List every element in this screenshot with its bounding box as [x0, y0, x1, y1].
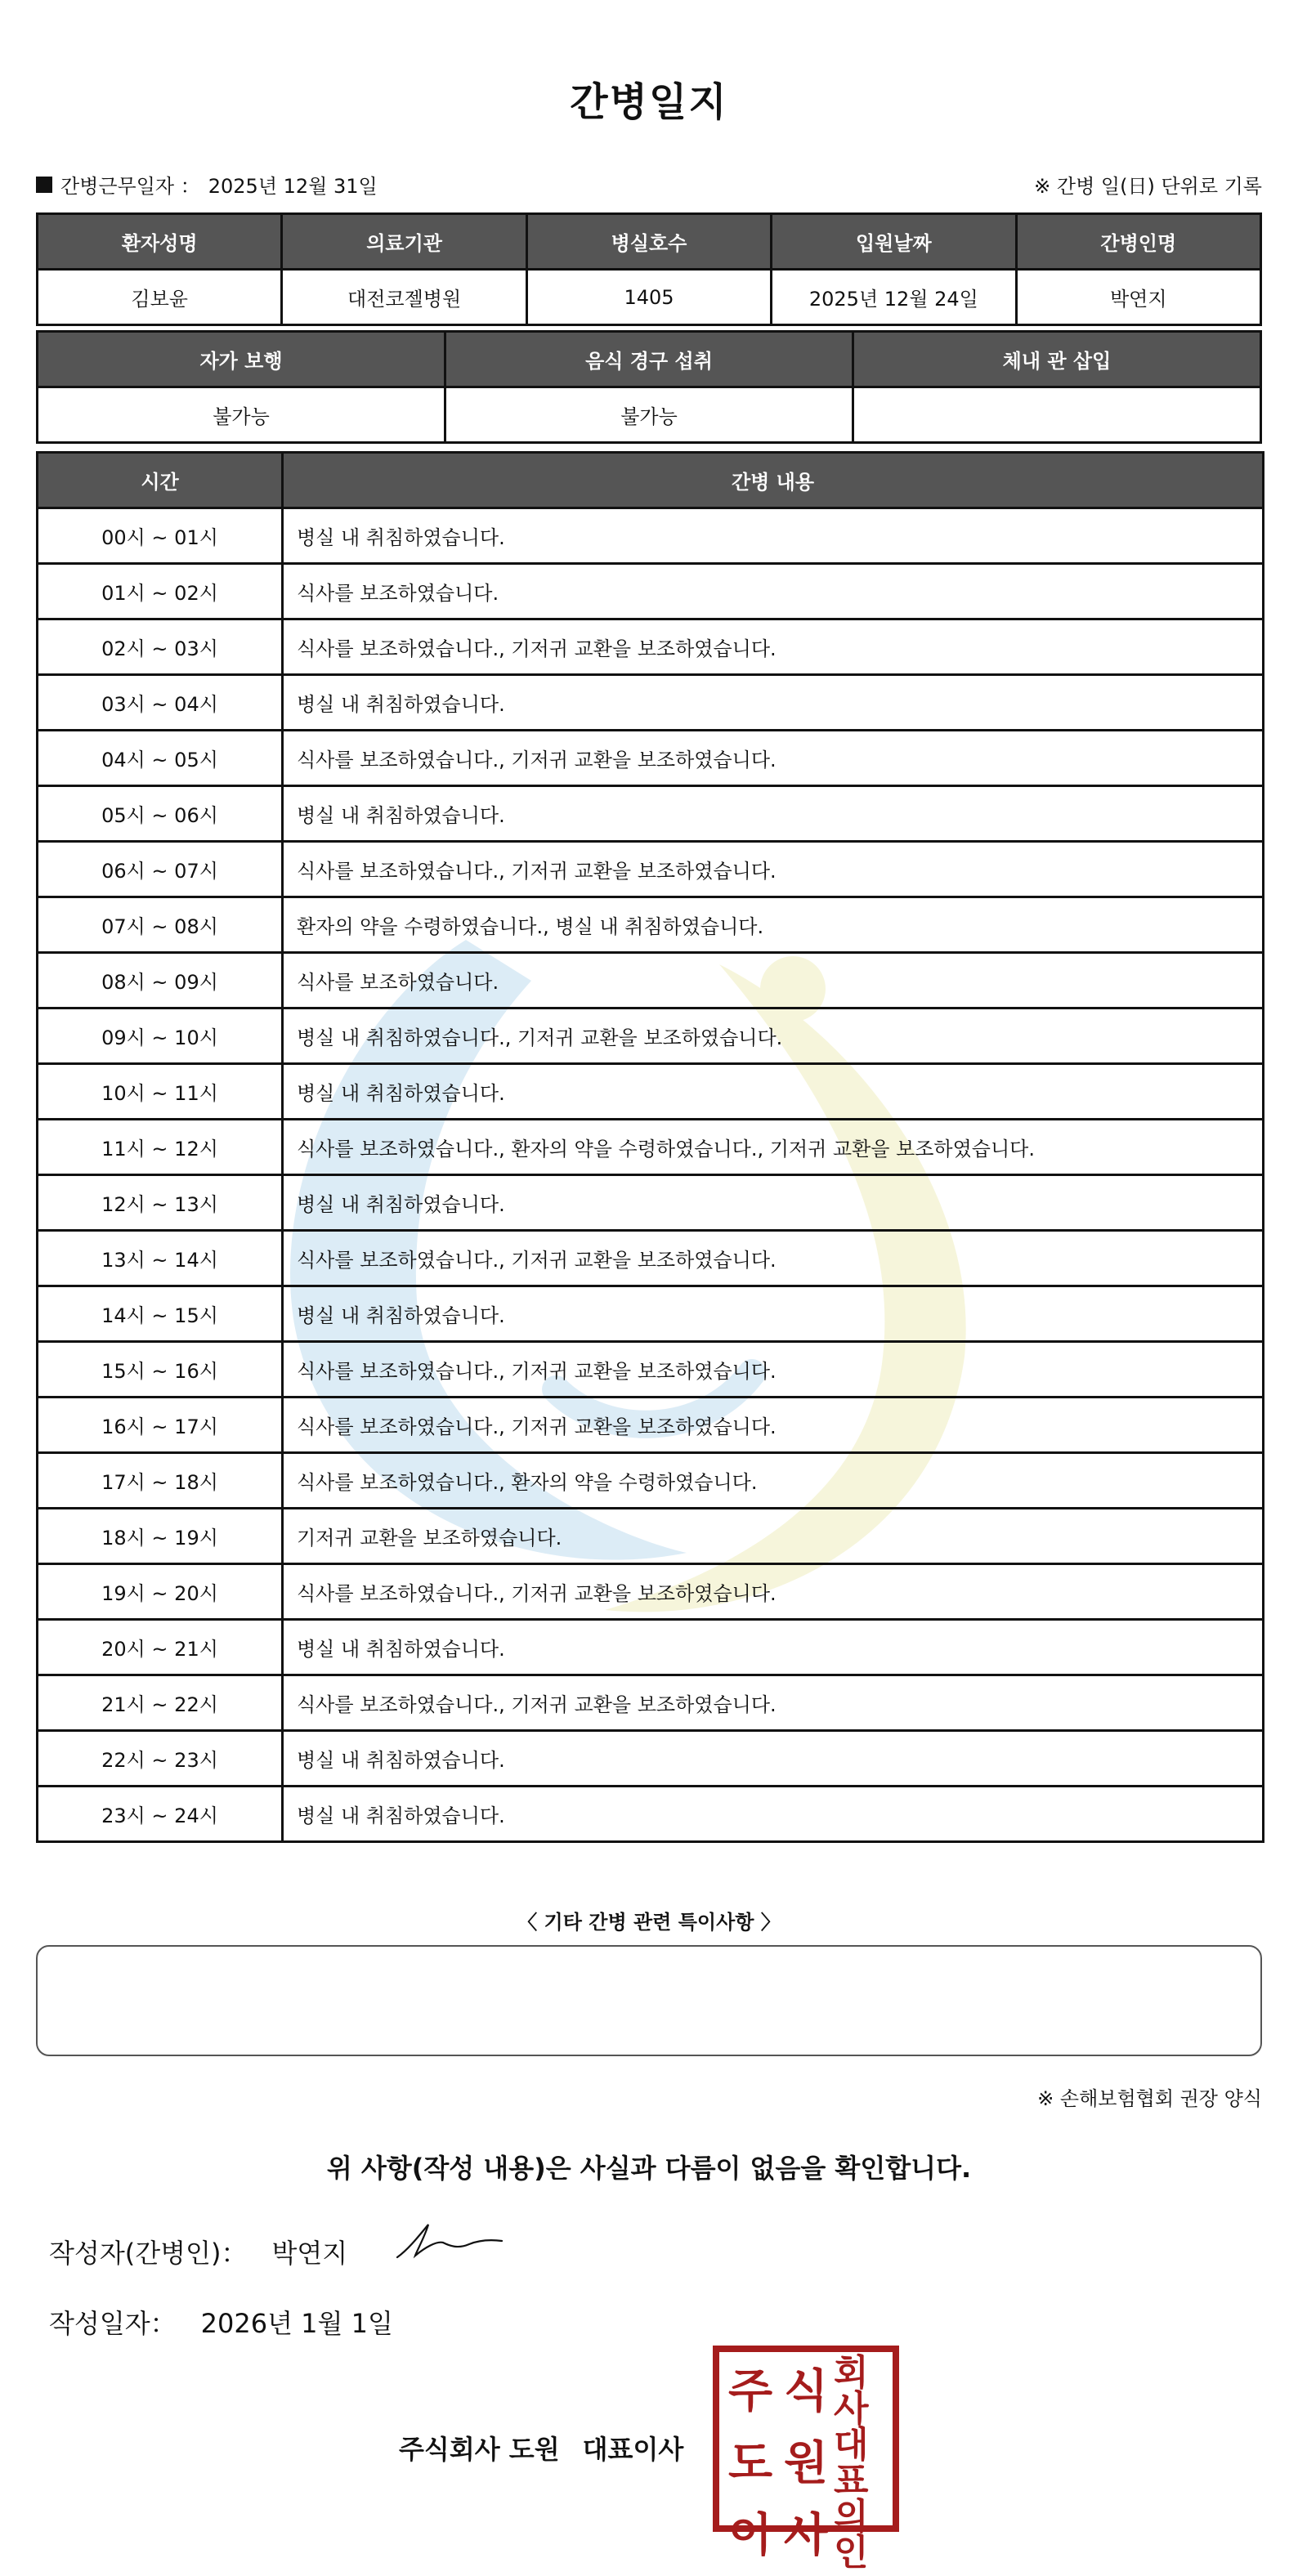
seal-char: 의인: [834, 2496, 869, 2574]
log-time: 03시 ~ 04시: [38, 675, 283, 731]
log-content: 병실 내 취침하였습니다.: [283, 1620, 1264, 1675]
written-date-label: 작성일자：: [49, 2308, 177, 2339]
table-row: [38, 564, 1264, 619]
log-time: 17시 ~ 18시: [38, 1453, 283, 1509]
table-row: [38, 1064, 1264, 1120]
log-time: 14시 ~ 15시: [38, 1286, 283, 1342]
table-row: [38, 1675, 1264, 1731]
patient-table-value-row: [38, 270, 1261, 325]
log-time: 13시 ~ 14시: [38, 1231, 283, 1286]
company-seal: [713, 2346, 899, 2574]
document-title: 간병일지: [570, 79, 728, 125]
log-time: 05시 ~ 06시: [38, 786, 283, 842]
table-row: [38, 897, 1264, 953]
log-content: 병실 내 취침하였습니다.: [283, 1286, 1264, 1342]
log-time: 00시 ~ 01시: [38, 508, 283, 564]
admission-date: 2025년 12월 24일: [772, 270, 1016, 325]
table-row: [38, 953, 1264, 1008]
work-date-value: 2025년 12월 31일: [208, 175, 378, 198]
log-time: 15시 ~ 16시: [38, 1342, 283, 1398]
log-time: 08시 ~ 09시: [38, 953, 283, 1008]
log-content: 병실 내 취침하였습니다.: [283, 508, 1264, 564]
log-time: 16시 ~ 17시: [38, 1398, 283, 1453]
patient-name: 김보윤: [38, 270, 282, 325]
log-content: 병실 내 취침하였습니다.: [283, 1175, 1264, 1231]
log-time: 21시 ~ 22시: [38, 1675, 283, 1731]
table-row: [38, 1286, 1264, 1342]
header-self-walking: 자가 보행: [38, 332, 445, 387]
work-date: [36, 170, 378, 199]
status-table-header-row: [38, 332, 1261, 387]
written-date-value: 2026년 1월 1일: [200, 2308, 393, 2339]
header-time: 시간: [38, 453, 283, 508]
log-content: 병실 내 취침하였습니다.: [283, 1787, 1264, 1842]
log-time: 20시 ~ 21시: [38, 1620, 283, 1675]
handwritten-signature: [392, 2216, 507, 2265]
patient-status-table: [36, 330, 1262, 444]
seal-char: 이: [727, 2508, 773, 2562]
table-row: [38, 1008, 1264, 1064]
log-time: 11시 ~ 12시: [38, 1120, 283, 1175]
seal-char: 주: [727, 2364, 773, 2418]
room-number: 1405: [526, 270, 771, 325]
table-row: [38, 1564, 1264, 1620]
log-time: 22시 ~ 23시: [38, 1731, 283, 1787]
remarks-box: [36, 1945, 1262, 2056]
log-content: 기저귀 교환을 보조하였습니다.: [283, 1509, 1264, 1564]
header-tube-insertion: 체내 관 삽입: [853, 332, 1261, 387]
company-title: 대표이사: [582, 2434, 684, 2465]
self-walking-value: 불가능: [38, 387, 445, 443]
header-room-number: 병실호수: [526, 214, 771, 270]
log-content: 식사를 보조하였습니다., 기저귀 교환을 보조하였습니다.: [283, 731, 1264, 786]
log-content: 식사를 보조하였습니다., 기저귀 교환을 보조하였습니다.: [283, 1342, 1264, 1398]
signature-stroke: [397, 2225, 502, 2257]
hospital-name: 대전코젤병원: [282, 270, 526, 325]
seal-char: 대표: [834, 2424, 869, 2502]
log-content: 식사를 보조하였습니다., 기저귀 교환을 보조하였습니다.: [283, 1398, 1264, 1453]
patient-table-header-row: [38, 214, 1261, 270]
log-content: 식사를 보조하였습니다.: [283, 953, 1264, 1008]
table-row: [38, 675, 1264, 731]
table-row: [38, 1620, 1264, 1675]
patient-info-table: [36, 212, 1262, 326]
log-time: 02시 ~ 03시: [38, 619, 283, 675]
log-content: 병실 내 취침하였습니다.: [283, 786, 1264, 842]
tube-insertion-value: [853, 387, 1261, 443]
status-table-value-row: [38, 387, 1261, 443]
work-date-label: 간병근무일자 ：: [60, 175, 200, 198]
log-content: 식사를 보조하였습니다., 환자의 약을 수령하였습니다.: [283, 1453, 1264, 1509]
log-content: 식사를 보조하였습니다., 환자의 약을 수령하였습니다., 기저귀 교환을 보조하였습니다.: [283, 1120, 1264, 1175]
care-log-table: [36, 451, 1264, 1843]
log-time: 06시 ~ 07시: [38, 842, 283, 897]
log-time: 04시 ~ 05시: [38, 731, 283, 786]
log-time: 09시 ~ 10시: [38, 1008, 283, 1064]
table-row: [38, 1342, 1264, 1398]
log-content: 식사를 보조하였습니다., 기저귀 교환을 보조하였습니다.: [283, 1564, 1264, 1620]
log-content: 병실 내 취침하였습니다.: [283, 675, 1264, 731]
company-name: 주식회사 도원: [399, 2434, 560, 2465]
table-row: [38, 1731, 1264, 1787]
log-content: 식사를 보조하였습니다., 기저귀 교환을 보조하였습니다.: [283, 1675, 1264, 1731]
written-date-line: [49, 2303, 393, 2341]
header-admission-date: 입원날짜: [772, 214, 1016, 270]
recommend-note: ※ 손해보험협회 권장 양식: [1037, 2087, 1262, 2110]
log-content: 식사를 보조하였습니다.: [283, 564, 1264, 619]
table-row: [38, 1120, 1264, 1175]
table-row: [38, 1787, 1264, 1842]
table-row: [38, 842, 1264, 897]
caregiver-name: 박연지: [1016, 270, 1260, 325]
log-content: 식사를 보조하였습니다., 기저귀 교환을 보조하였습니다.: [283, 619, 1264, 675]
table-row: [38, 786, 1264, 842]
log-time: 10시 ~ 11시: [38, 1064, 283, 1120]
log-content: 식사를 보조하였습니다., 기저귀 교환을 보조하였습니다.: [283, 842, 1264, 897]
oral-intake-value: 불가능: [445, 387, 853, 443]
seal-char: 식: [783, 2364, 829, 2418]
confirm-statement: 위 사항(작성 내용)은 사실과 다름이 없음을 확인합니다.: [326, 2153, 972, 2184]
header-caregiver-name: 간병인명: [1016, 214, 1260, 270]
seal-char: 도: [727, 2436, 773, 2490]
log-time: 23시 ~ 24시: [38, 1787, 283, 1842]
seal-char: 회사: [834, 2352, 869, 2430]
log-time: 18시 ~ 19시: [38, 1509, 283, 1564]
company-line: [399, 2429, 683, 2466]
log-table-body: [38, 508, 1264, 1842]
log-content: 병실 내 취침하였습니다.: [283, 1064, 1264, 1120]
header-patient-name: 환자성명: [38, 214, 282, 270]
writer-label: 작성자(간병인)：: [49, 2238, 248, 2269]
log-content: 환자의 약을 수령하였습니다., 병실 내 취침하였습니다.: [283, 897, 1264, 953]
log-content: 식사를 보조하였습니다., 기저귀 교환을 보조하였습니다.: [283, 1231, 1264, 1286]
record-note: ※ 간병 일(日) 단위로 기록: [1034, 175, 1262, 198]
table-row: [38, 1453, 1264, 1509]
table-row: [38, 1398, 1264, 1453]
log-time: 19시 ~ 20시: [38, 1564, 283, 1620]
table-row: [38, 1231, 1264, 1286]
table-row: [38, 619, 1264, 675]
log-time: 12시 ~ 13시: [38, 1175, 283, 1231]
header-care-content: 간병 내용: [283, 453, 1264, 508]
log-table-header-row: [38, 453, 1264, 508]
seal-char: 원: [783, 2436, 829, 2490]
remarks-label: 〈 기타 간병 관련 특이사항 〉: [517, 1911, 781, 1934]
table-row: [38, 1175, 1264, 1231]
writer-line: [49, 2233, 347, 2270]
table-row: [38, 508, 1264, 564]
log-content: 병실 내 취침하였습니다.: [283, 1731, 1264, 1787]
log-time: 01시 ~ 02시: [38, 564, 283, 619]
header-hospital: 의료기관: [282, 214, 526, 270]
writer-name: 박연지: [271, 2238, 348, 2269]
header-oral-intake: 음식 경구 섭취: [445, 332, 853, 387]
table-row: [38, 1509, 1264, 1564]
log-content: 병실 내 취침하였습니다., 기저귀 교환을 보조하였습니다.: [283, 1008, 1264, 1064]
table-row: [38, 731, 1264, 786]
seal-char: 사: [783, 2508, 829, 2562]
log-time: 07시 ~ 08시: [38, 897, 283, 953]
square-bullet-icon: [36, 177, 52, 193]
